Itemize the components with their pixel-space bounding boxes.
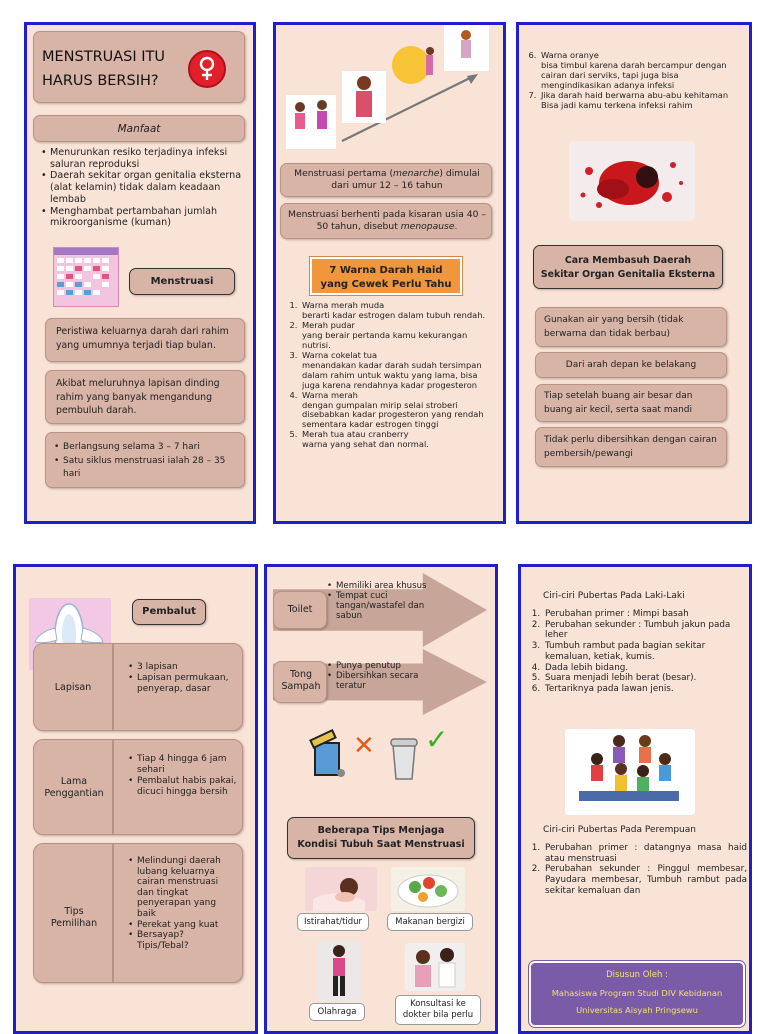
- menopause-term: menopause: [400, 221, 455, 233]
- color-item-2: [300, 321, 496, 351]
- calendar-image: [53, 247, 119, 307]
- sampah-item: • Punya penutup: [327, 661, 439, 671]
- cara-title: [534, 254, 722, 282]
- tips-pemilihan-label-box: [33, 843, 113, 983]
- penggantian-label-box: [33, 739, 113, 835]
- color-name: Warna merah: [302, 389, 358, 400]
- color-desc: menandakan kadar darah sudah tersimpan dalam rahim untuk waktu yang lama, bisa juga karena rendahnya kadar progesteron: [302, 359, 482, 390]
- row-label: Lapisan: [54, 682, 92, 693]
- cara-title-line-2: Sekitar Organ Genitalia Eksterna: [540, 269, 716, 281]
- laki-item: 1. Perubahan primer : Mimpi basah: [543, 609, 747, 620]
- menarche-post: ) dimulai dari umur 12 – 16 tahun: [331, 168, 480, 192]
- color-desc: warna yang sehat dan normal.: [302, 439, 429, 450]
- color-desc: dengan gumpalan mirip selai stroberi disebabkan kadar progesteron yang rendah sementara kadar estrogen tinggi: [302, 399, 484, 430]
- menarche-box: [280, 163, 492, 197]
- menstruasi-header: [129, 268, 235, 295]
- sampah-label-box: [273, 661, 327, 703]
- page-title: [42, 46, 165, 94]
- lapisan-items-box: [113, 643, 243, 731]
- manfaat-item: • Menghambat pertambahan jumlah mikroorganisme (kuman): [41, 206, 247, 229]
- food-image: [391, 867, 465, 911]
- step-box-1: [535, 307, 727, 347]
- panel-tips: [264, 564, 498, 1034]
- warna-title-line-1: 7 Warna Darah Haid: [329, 265, 443, 276]
- definition-text-2: Akibat meluruhnya lapisan dinding rahim yang banyak mengandung pembuluh darah.: [56, 378, 220, 417]
- tips-title-line-2: Kondisi Tubuh Saat Menstruasi: [297, 839, 465, 851]
- pembalut-label: Pembalut: [142, 606, 196, 617]
- tip-label-rest: Istirahat/tidur: [297, 913, 369, 931]
- laki-title: Ciri-ciri Pubertas Pada Laki-Laki: [543, 591, 685, 601]
- row-items: [128, 856, 232, 951]
- credit-label: Disusun Oleh :: [606, 970, 668, 980]
- title-line-2: HARUS BERSIH?: [42, 72, 159, 89]
- lapisan-label-box: [33, 643, 113, 731]
- tips-pemilihan-items-box: [113, 843, 243, 983]
- tip-label-doctor: Konsultasi ke dokter bila perlu: [395, 995, 481, 1025]
- sampah-label: Tong Sampah: [281, 669, 321, 692]
- penggantian-items-box: [113, 739, 243, 835]
- menopause-pre: Menstruasi berhenti pada kisaran usia 40 – 50 tahun, disebut: [288, 209, 486, 233]
- row-item: • Lapisan permukaan, penyerap, dasar: [128, 673, 238, 695]
- color-item-7: [539, 91, 743, 111]
- color-name: Warna cokelat tua: [302, 349, 378, 360]
- perempuan-title: Ciri-ciri Pubertas Pada Perempuan: [543, 825, 696, 835]
- row-items: [128, 662, 238, 695]
- sampah-items: [327, 661, 439, 691]
- tips-title-box: [287, 817, 475, 859]
- laki-list: [527, 609, 747, 695]
- toilet-label: Toilet: [287, 604, 313, 615]
- row-item: • Melindungi daerah lubang keluarnya cairan menstruasi dan tingkat penyerapan yang baik: [128, 856, 232, 920]
- row-item: • Perekat yang kuat: [128, 920, 232, 931]
- row-label: Tips Pemilihan: [50, 906, 98, 929]
- menopause-text: [287, 209, 487, 234]
- cara-title-line-1: Cara Membasuh Daerah: [564, 255, 692, 266]
- sampah-item: • Dibersihkan secara teratur: [327, 671, 439, 691]
- color-desc: Bisa jadi kamu terkena infeksi rahim: [541, 99, 693, 110]
- step-box-3: [535, 384, 727, 422]
- step-text: Tiap setelah buang air besar dan buang air kecil, serta saat mandi: [544, 391, 693, 415]
- definition-box-2: [45, 370, 245, 424]
- row-item: • 3 lapisan: [128, 662, 238, 673]
- check-icon: ✓: [425, 723, 449, 756]
- tips-title-line-1: Beberapa Tips Menjaga: [317, 825, 445, 836]
- open-trash-bin-icon: [309, 729, 349, 779]
- title-line-1: MENSTRUASI ITU: [42, 49, 166, 65]
- tips-title: [288, 824, 474, 853]
- rest-image: [305, 867, 377, 911]
- manfaat-item: • Menurunkan resiko terjadinya infeksi saluran reproduksi: [41, 147, 247, 170]
- color-item-6: [539, 51, 743, 91]
- color-name: Warna oranye: [541, 50, 599, 60]
- title-box: [33, 31, 245, 103]
- panel-washing: [516, 22, 752, 524]
- laki-item: 2. Perubahan sekunder : Tumbuh jakun pada leher: [543, 620, 747, 641]
- toilet-item: • Tempat cuci tangan/wastafel dan sabun: [327, 591, 431, 621]
- color-desc: berarti kadar estrogen dalam tubuh rendah.: [302, 309, 486, 320]
- perempuan-list: [527, 843, 747, 897]
- color-item-5: [300, 430, 496, 450]
- closed-trash-bin-icon: [387, 735, 421, 781]
- color-name: Warna merah muda: [302, 300, 385, 310]
- warna-title-line-2: yang Cewek Perlu Tahu: [320, 278, 452, 290]
- cara-title-box: [533, 245, 723, 289]
- panel-puberty: [518, 564, 752, 1034]
- color-list-continued: [523, 51, 743, 111]
- toilet-items: [327, 581, 431, 622]
- menarche-pre: Menstruasi pertama (: [294, 168, 394, 179]
- color-name: Jika darah haid berwarna abu-abu kehitaman: [541, 89, 729, 100]
- doctor-image: [405, 943, 465, 991]
- laki-item: 5. Suara menjadi lebih berat (besar).: [543, 673, 747, 684]
- panel-intro: [24, 22, 256, 524]
- teenagers-image: [565, 729, 695, 815]
- laki-item: 6. Tertariknya pada lawan jenis.: [543, 684, 747, 695]
- menarche-term: menarche: [393, 168, 440, 179]
- credits-box: [529, 961, 745, 1027]
- facts-list: [54, 441, 242, 482]
- female-symbol-icon: [188, 50, 226, 88]
- row-label: Lama Penggantian: [44, 776, 104, 799]
- menarche-text: [287, 168, 487, 193]
- menopause-box: [280, 203, 492, 239]
- blood-stain-image: [569, 141, 695, 221]
- toilet-label-box: [273, 591, 327, 629]
- cross-icon: ✕: [353, 731, 375, 761]
- fact-item: • Satu siklus menstruasi ialah 28 – 35 hari: [54, 455, 242, 482]
- manfaat-header: [33, 115, 245, 142]
- row-item: • Bersayap? Tipis/Tebal?: [128, 930, 232, 951]
- manfaat-list: [41, 147, 247, 229]
- tip-label-exercise: Olahraga: [309, 1003, 365, 1021]
- credit-line-2: Universitas Aisyah Pringsewu: [576, 1005, 698, 1015]
- credit-line-1: Mahasiswa Program Studi DIV Kebidanan: [551, 988, 723, 998]
- menstruasi-label: Menstruasi: [150, 276, 214, 287]
- manfaat-label: Manfaat: [117, 123, 161, 135]
- facts-box: [45, 432, 245, 488]
- perempuan-item: 2. Perubahan sekunder : Pinggul membesar, Payudara membesar, Tumbuh rambut pada sekitar kemaluan dan: [543, 864, 747, 896]
- warna-title: [312, 264, 460, 291]
- toilet-item: • Memiliki area khusus: [327, 581, 431, 591]
- fact-item: • Berlangsung selama 3 – 7 hari: [54, 441, 242, 455]
- step-text: Dari arah depan ke belakang: [565, 360, 697, 370]
- step-text: Tidak perlu dibersihkan dengan cairan pembersih/pewangi: [544, 435, 717, 459]
- row-items: [128, 754, 238, 798]
- tip-label-food: Makanan bergizi: [387, 913, 473, 931]
- laki-item: 3. Tumbuh rambut pada bagian sekitar kemaluan, ketiak, kumis.: [543, 641, 747, 662]
- manfaat-item: • Daerah sekitar organ genitalia eksterna (alat kelamin) tidak dalam keadaan lembab: [41, 170, 247, 205]
- color-name: Merah tua atau cranberry: [302, 429, 409, 440]
- warna-title-box: [310, 257, 462, 295]
- color-name: Merah pudar: [302, 319, 355, 330]
- definition-box-1: [45, 318, 245, 362]
- color-item-4: [300, 391, 496, 431]
- color-list: [284, 301, 496, 450]
- laki-item: 4. Dada lebih bidang.: [543, 663, 747, 674]
- menopause-post: .: [454, 221, 458, 233]
- panel-pembalut: [13, 564, 258, 1034]
- row-item: • Tiap 4 hingga 6 jam sehari: [128, 754, 238, 776]
- row-item: • Pembalut habis pakai, dicuci hingga bersih: [128, 776, 238, 798]
- color-desc: bisa timbul karena darah bercampur dengan cairan dari serviks, tapi juga bisa mengindikasikan adanya infeksi: [541, 59, 727, 90]
- panel-menstruation-colors: [273, 22, 506, 524]
- pembalut-header: [132, 599, 206, 625]
- step-text: Gunakan air yang bersih (tidak berwarna dan tidak berbau): [544, 315, 684, 339]
- exercise-image: [317, 941, 361, 1001]
- step-box-2: [535, 352, 727, 378]
- step-box-4: [535, 427, 727, 467]
- definition-text-1: Peristiwa keluarnya darah dari rahim yang umumnya terjadi tiap bulan.: [56, 326, 229, 351]
- perempuan-item: 1. Perubahan primer : datangnya masa haid atau menstruasi: [543, 843, 747, 864]
- color-item-1: [300, 301, 496, 321]
- growth-illustration: [286, 25, 502, 151]
- color-item-3: [300, 351, 496, 391]
- color-desc: yang berair pertanda kamu kekurangan nutrisi.: [302, 329, 468, 350]
